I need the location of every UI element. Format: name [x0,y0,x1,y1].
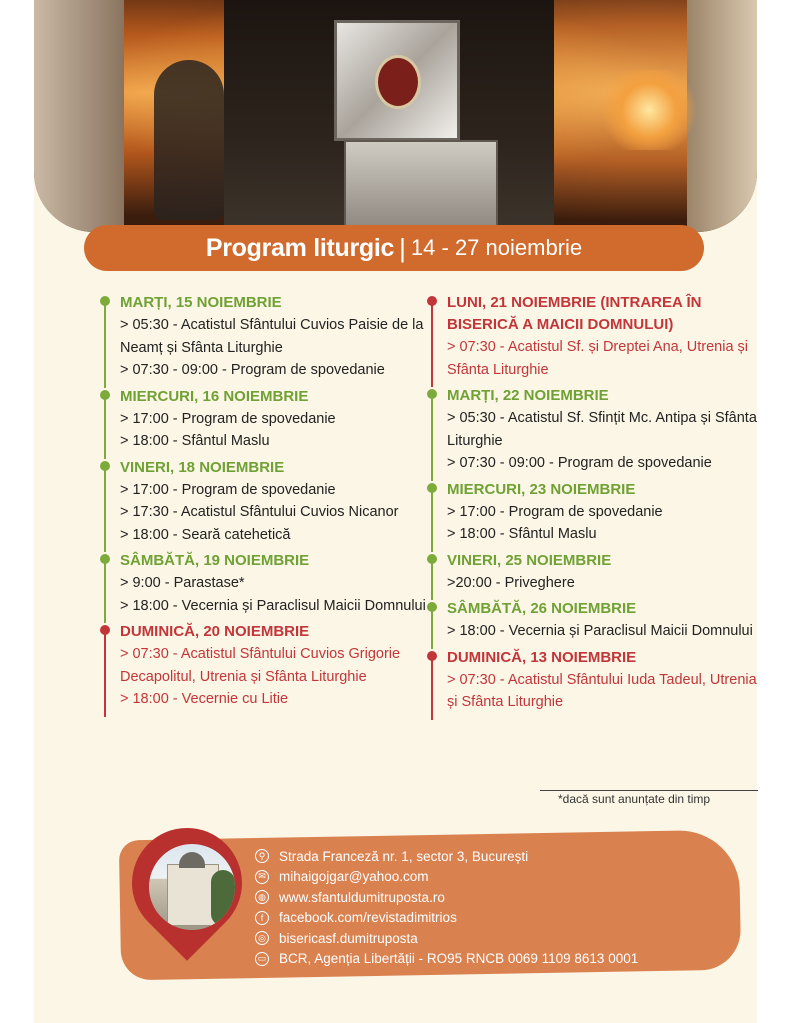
service-item: > 18:00 - Sfântul Maslu [120,433,270,449]
timeline-dot [427,554,437,564]
footnote: *dacă sunt anunțate din timp [558,792,711,806]
service-item: > 18:00 - Seară catehetică [120,526,291,543]
day-heading: DUMINICĂ, 20 NOIEMBRIE [120,623,310,640]
facebook-icon: f [255,911,269,925]
timeline-dot [100,390,110,400]
day-heading: LUNI, 21 NOIEMBRIE (INTRAREA ÎN BISERICĂ A MAICII DOMNULUI) [447,294,702,333]
timeline-line [431,655,433,720]
photo-left-wall [34,0,124,232]
timeline-dot [100,296,110,306]
schedule-day [427,550,757,595]
timeline-dot [100,625,110,635]
timeline-dot [427,389,437,399]
service-item: > 17:00 - Program de spovedanie [120,410,336,427]
service-item: > 05:30 - Acatistul Sfântului Cuvios Paisie de la Neamț și Sfânta Liturghie [120,317,424,356]
bank-card-icon: ▭ [255,952,269,966]
timeline-dot [427,483,437,493]
service-item: > 07:30 - 09:00 - Program de spovedanie [120,362,385,378]
service-item: >20:00 - Priveghere [447,574,575,591]
service-item: > 05:30 - Acatistul Sf. Sfințit Mc. Antipa și Sfânta Liturghie [447,410,757,449]
banner-dates: 14 - 27 noiembrie [410,235,583,260]
service-item: > 9:00 - Parastase* [120,575,245,591]
photo-icon-reliquary [334,20,460,141]
banner-separator: | [399,232,406,263]
location-pin-icon: ⚲ [255,849,269,863]
contact-text: BCR, Agenția Libertății - RO95 RNCB 0069 1109 8613 0001 [279,951,639,967]
day-heading: VINERI, 25 NOIEMBRIE [447,551,612,569]
service-item: > 07:30 - 09:00 - Program de spovedanie [447,455,712,471]
photo-candles [594,70,704,150]
schedule-day [427,598,757,643]
footnote-rule [540,790,758,791]
timeline-line [431,558,433,601]
schedule-day [427,479,757,546]
timeline-line [104,629,106,717]
contact-text: mihaigojgar@yahoo.com [279,869,429,885]
timeline-dot [100,461,110,471]
service-item: > 18:00 - Vecernia și Paraclisul Maicii Domnului [447,623,753,639]
timeline-line [431,300,433,387]
title-banner [84,225,704,271]
globe-icon: ◍ [255,890,269,904]
day-heading: SÂMBĂTĂ, 19 NOIEMBRIE [120,552,310,569]
timeline-dot [427,602,437,612]
contact-row [255,887,638,908]
service-item: > 17:30 - Acatistul Sfântului Cuvios Nicanor [120,504,399,520]
schedule-day [100,550,440,617]
timeline-line [431,606,433,649]
church-photo [145,840,239,934]
schedule-day [100,621,440,711]
service-item: > 18:00 - Vecernia și Paraclisul Maicii Domnului [120,597,426,614]
church-dome [179,852,205,868]
timeline-line [104,394,106,459]
instagram-icon: ◎ [255,931,269,945]
schedule-day [427,647,757,714]
timeline-line [104,558,106,623]
day-heading: VINERI, 18 NOIEMBRIE [120,458,285,476]
schedule-day [427,292,757,381]
contact-row [255,928,638,949]
schedule-right-column [427,292,757,718]
service-item: > 17:00 - Program de spovedanie [120,481,336,498]
contact-text: bisericasf.dumitruposta [279,930,418,946]
church-tree [211,870,235,926]
contact-text: Strada Franceză nr. 1, sector 3, București [279,848,529,864]
contact-row [255,846,638,867]
day-heading: SÂMBĂTĂ, 26 NOIEMBRIE [447,600,637,617]
schedule-day [427,385,757,475]
service-item: > 07:30 - Acatistul Sf. și Dreptei Ana, Utrenia și Sfânta Liturghie [447,339,749,378]
contact-row [255,867,638,888]
mail-icon: ✉ [255,870,269,884]
timeline-dot [427,296,437,306]
header-photo [34,0,757,232]
schedule-day [100,457,440,547]
timeline-dot [427,651,437,661]
contact-text: facebook.com/revistadimitrios [279,910,457,926]
timeline-line [431,393,433,481]
contact-text: www.sfantuldumitruposta.ro [279,889,445,905]
service-item: > 17:00 - Program de spovedanie [447,503,663,520]
timeline-line [104,300,106,388]
schedule-day [100,292,440,382]
timeline-line [104,465,106,553]
service-item: > 07:30 - Acatistul Sfântului Iuda Tadeul, Utrenia și Sfânta Liturghie [447,671,757,710]
banner-title: Program liturgic [205,233,395,262]
service-item: > 07:30 - Acatistul Sfântului Cuvios Grigorie Decapolitul, Utrenia și Sfânta Liturghie [120,646,401,685]
contact-row [255,908,638,929]
timeline-dot [100,554,110,564]
day-heading: MIERCURI, 23 NOIEMBRIE [447,480,636,498]
contact-row [255,949,638,970]
schedule-day [100,386,440,453]
day-heading: DUMINICĂ, 13 NOIEMBRIE [447,648,637,666]
photo-person-silhouette [154,60,224,220]
photo-saint-icon [375,55,421,109]
day-heading: MIERCURI, 16 NOIEMBRIE [120,387,309,405]
timeline-line [431,487,433,552]
schedule-left-column [100,292,440,715]
day-heading: MARȚI, 15 NOIEMBRIE [120,294,282,311]
photo-reliquary-box [344,140,498,232]
contact-list [255,846,638,969]
service-item: > 18:00 - Vecernie cu Litie [120,691,289,707]
day-heading: MARȚI, 22 NOIEMBRIE [447,387,609,404]
service-item: > 18:00 - Sfântul Maslu [447,526,597,542]
